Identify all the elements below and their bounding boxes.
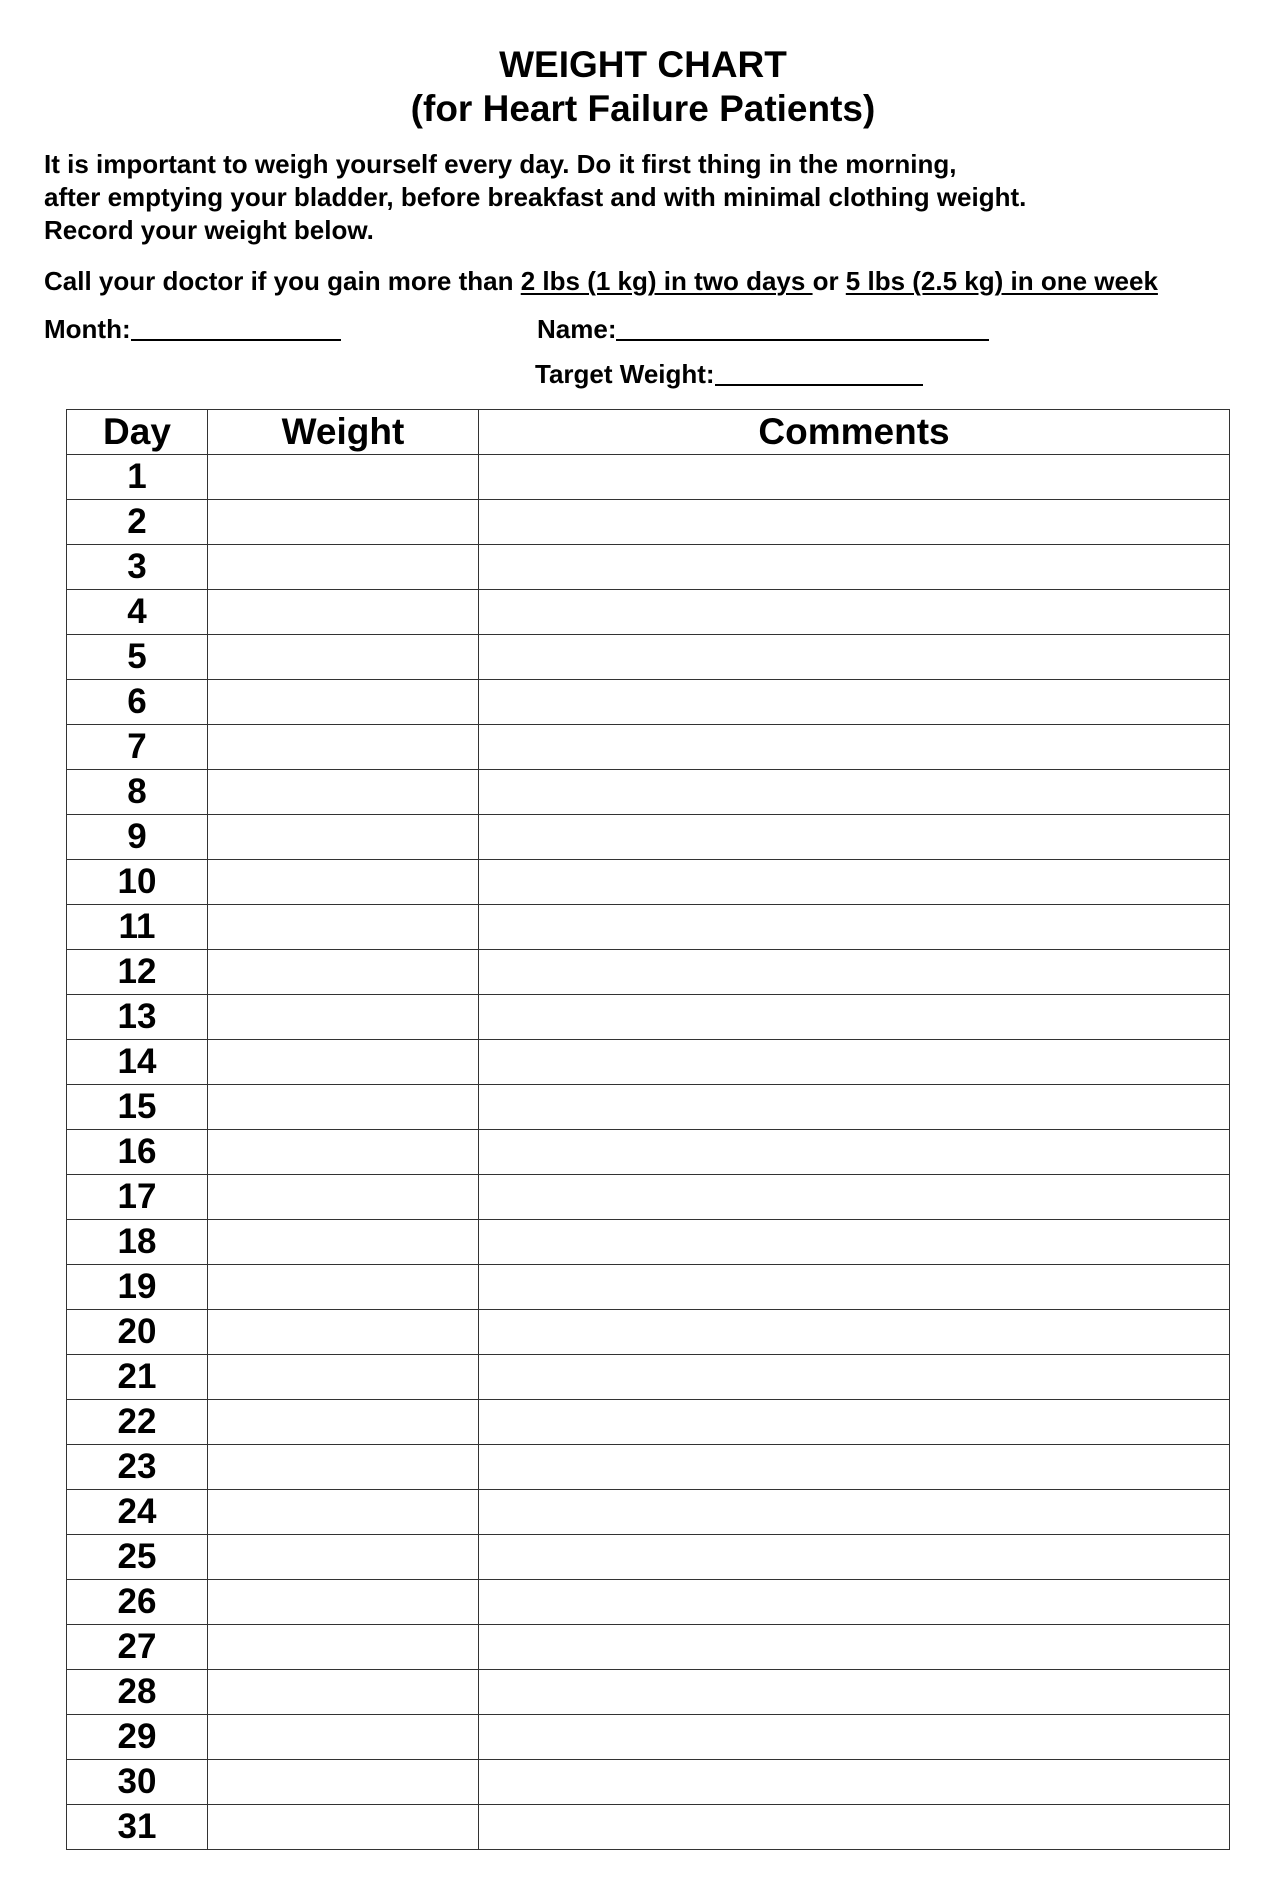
- table-row: [67, 815, 1230, 860]
- header-day: Day: [67, 410, 208, 455]
- weight-cell[interactable]: [208, 1040, 479, 1085]
- table-row: [67, 1130, 1230, 1175]
- day-cell: 18: [67, 1220, 208, 1265]
- weight-cell[interactable]: [208, 1760, 479, 1805]
- comments-cell[interactable]: [479, 1130, 1230, 1175]
- table-row: [67, 1445, 1230, 1490]
- table-row: [67, 1670, 1230, 1715]
- comments-cell[interactable]: [479, 1670, 1230, 1715]
- table-row: [67, 1310, 1230, 1355]
- name-field: [537, 312, 989, 346]
- weight-cell[interactable]: [208, 1310, 479, 1355]
- weight-cell[interactable]: [208, 1535, 479, 1580]
- warning-threshold-week: 5 lbs (2.5 kg) in one week: [845, 266, 1158, 296]
- table-row: [67, 725, 1230, 770]
- table-row: [67, 1625, 1230, 1670]
- day-cell: 2: [67, 500, 208, 545]
- day-cell: 5: [67, 635, 208, 680]
- weight-cell[interactable]: [208, 1490, 479, 1535]
- weight-cell[interactable]: [208, 680, 479, 725]
- day-cell: 1: [67, 455, 208, 500]
- day-cell: 14: [67, 1040, 208, 1085]
- instructions-line-2: after emptying your bladder, before breakfast and with minimal clothing weight.: [44, 182, 1027, 212]
- table-row: [67, 1220, 1230, 1265]
- weight-cell[interactable]: [208, 1715, 479, 1760]
- instructions-line-3: Record your weight below.: [44, 215, 374, 245]
- day-cell: 31: [67, 1805, 208, 1850]
- table-row: [67, 1760, 1230, 1805]
- comments-cell[interactable]: [479, 1805, 1230, 1850]
- day-cell: 24: [67, 1490, 208, 1535]
- day-cell: 17: [67, 1175, 208, 1220]
- weight-cell[interactable]: [208, 860, 479, 905]
- day-cell: 4: [67, 590, 208, 635]
- weight-cell[interactable]: [208, 590, 479, 635]
- name-label: Name:: [537, 314, 617, 344]
- comments-cell[interactable]: [479, 635, 1230, 680]
- table-row: [67, 500, 1230, 545]
- comments-cell[interactable]: [479, 1265, 1230, 1310]
- table-row: [67, 1535, 1230, 1580]
- weight-cell[interactable]: [208, 1265, 479, 1310]
- day-cell: 16: [67, 1130, 208, 1175]
- header-comments: Comments: [479, 410, 1230, 455]
- weight-cell[interactable]: [208, 545, 479, 590]
- comments-cell[interactable]: [479, 770, 1230, 815]
- table-row: [67, 770, 1230, 815]
- comments-cell[interactable]: [479, 815, 1230, 860]
- weight-log-table: [66, 409, 1230, 1850]
- day-cell: 15: [67, 1085, 208, 1130]
- name-blank[interactable]: [616, 313, 989, 341]
- day-cell: 19: [67, 1265, 208, 1310]
- day-cell: 11: [67, 905, 208, 950]
- weight-cell[interactable]: [208, 950, 479, 995]
- day-cell: 10: [67, 860, 208, 905]
- comments-cell[interactable]: [479, 905, 1230, 950]
- weight-cell[interactable]: [208, 770, 479, 815]
- comments-cell[interactable]: [479, 1445, 1230, 1490]
- comments-cell[interactable]: [479, 725, 1230, 770]
- weight-cell[interactable]: [208, 635, 479, 680]
- table-row: [67, 1085, 1230, 1130]
- weight-cell[interactable]: [208, 1355, 479, 1400]
- table-header-row: [67, 410, 1230, 455]
- instructions-line-1: It is important to weigh yourself every day. Do it first thing in the morning,: [44, 149, 957, 179]
- table-row: [67, 680, 1230, 725]
- day-cell: 20: [67, 1310, 208, 1355]
- day-cell: 3: [67, 545, 208, 590]
- comments-cell[interactable]: [479, 950, 1230, 995]
- table-row: [67, 1490, 1230, 1535]
- day-cell: 25: [67, 1535, 208, 1580]
- comments-cell[interactable]: [479, 1355, 1230, 1400]
- target-weight-label: Target Weight:: [535, 359, 715, 389]
- weight-cell[interactable]: [208, 1805, 479, 1850]
- comments-cell[interactable]: [479, 1715, 1230, 1760]
- comments-cell[interactable]: [479, 1535, 1230, 1580]
- comments-cell[interactable]: [479, 1490, 1230, 1535]
- table-row: [67, 545, 1230, 590]
- weight-cell[interactable]: [208, 1670, 479, 1715]
- table-row: [67, 995, 1230, 1040]
- weight-cell[interactable]: [208, 1175, 479, 1220]
- table-row: [67, 1040, 1230, 1085]
- day-cell: 8: [67, 770, 208, 815]
- weight-cell[interactable]: [208, 1445, 479, 1490]
- day-cell: 28: [67, 1670, 208, 1715]
- day-cell: 7: [67, 725, 208, 770]
- table-row: [67, 590, 1230, 635]
- warning-connector: or: [812, 266, 846, 296]
- table-row: [67, 905, 1230, 950]
- table-row: [67, 1805, 1230, 1850]
- day-cell: 22: [67, 1400, 208, 1445]
- table-row: [67, 1715, 1230, 1760]
- doctor-warning: [44, 264, 1158, 298]
- weight-cell[interactable]: [208, 905, 479, 950]
- day-cell: 6: [67, 680, 208, 725]
- weight-cell[interactable]: [208, 1400, 479, 1445]
- weight-cell[interactable]: [208, 500, 479, 545]
- day-cell: 13: [67, 995, 208, 1040]
- comments-cell[interactable]: [479, 500, 1230, 545]
- warning-threshold-days: 2 lbs (1 kg) in two days: [520, 266, 813, 296]
- weight-cell[interactable]: [208, 725, 479, 770]
- weight-cell[interactable]: [208, 455, 479, 500]
- instructions: [44, 148, 1026, 247]
- comments-cell[interactable]: [479, 1175, 1230, 1220]
- day-cell: 27: [67, 1625, 208, 1670]
- comments-cell[interactable]: [479, 1400, 1230, 1445]
- table-row: [67, 860, 1230, 905]
- weight-cell[interactable]: [208, 1625, 479, 1670]
- day-cell: 9: [67, 815, 208, 860]
- table-row: [67, 1400, 1230, 1445]
- month-field: [44, 312, 341, 346]
- table-row: [67, 455, 1230, 500]
- header-weight: Weight: [208, 410, 479, 455]
- month-blank[interactable]: [131, 313, 341, 341]
- weight-cell[interactable]: [208, 1130, 479, 1175]
- comments-cell[interactable]: [479, 1310, 1230, 1355]
- day-cell: 23: [67, 1445, 208, 1490]
- month-label: Month:: [44, 314, 131, 344]
- target-weight-blank[interactable]: [715, 358, 923, 386]
- table-row: [67, 1355, 1230, 1400]
- weight-cell[interactable]: [208, 815, 479, 860]
- table-row: [67, 1265, 1230, 1310]
- weight-cell[interactable]: [208, 995, 479, 1040]
- comments-cell[interactable]: [479, 1040, 1230, 1085]
- table-row: [67, 635, 1230, 680]
- day-cell: 30: [67, 1760, 208, 1805]
- comments-cell[interactable]: [479, 545, 1230, 590]
- weight-cell[interactable]: [208, 1220, 479, 1265]
- day-cell: 21: [67, 1355, 208, 1400]
- comments-cell[interactable]: [479, 1580, 1230, 1625]
- comments-cell[interactable]: [479, 1625, 1230, 1670]
- table-row: [67, 950, 1230, 995]
- comments-cell[interactable]: [479, 860, 1230, 905]
- table-row: [67, 1175, 1230, 1220]
- page-title: WEIGHT CHART: [499, 44, 787, 85]
- comments-cell[interactable]: [479, 680, 1230, 725]
- comments-cell[interactable]: [479, 455, 1230, 500]
- weight-cell[interactable]: [208, 1580, 479, 1625]
- weight-log-body: [67, 455, 1230, 1850]
- comments-cell[interactable]: [479, 1085, 1230, 1130]
- table-row: [67, 1580, 1230, 1625]
- comments-cell[interactable]: [479, 590, 1230, 635]
- comments-cell[interactable]: [479, 1760, 1230, 1805]
- day-cell: 26: [67, 1580, 208, 1625]
- target-weight-field: [535, 357, 923, 391]
- warning-prefix: Call your doctor if you gain more than: [44, 266, 521, 296]
- comments-cell[interactable]: [479, 1220, 1230, 1265]
- weight-cell[interactable]: [208, 1085, 479, 1130]
- day-cell: 29: [67, 1715, 208, 1760]
- comments-cell[interactable]: [479, 995, 1230, 1040]
- day-cell: 12: [67, 950, 208, 995]
- page-subtitle: (for Heart Failure Patients): [410, 88, 876, 129]
